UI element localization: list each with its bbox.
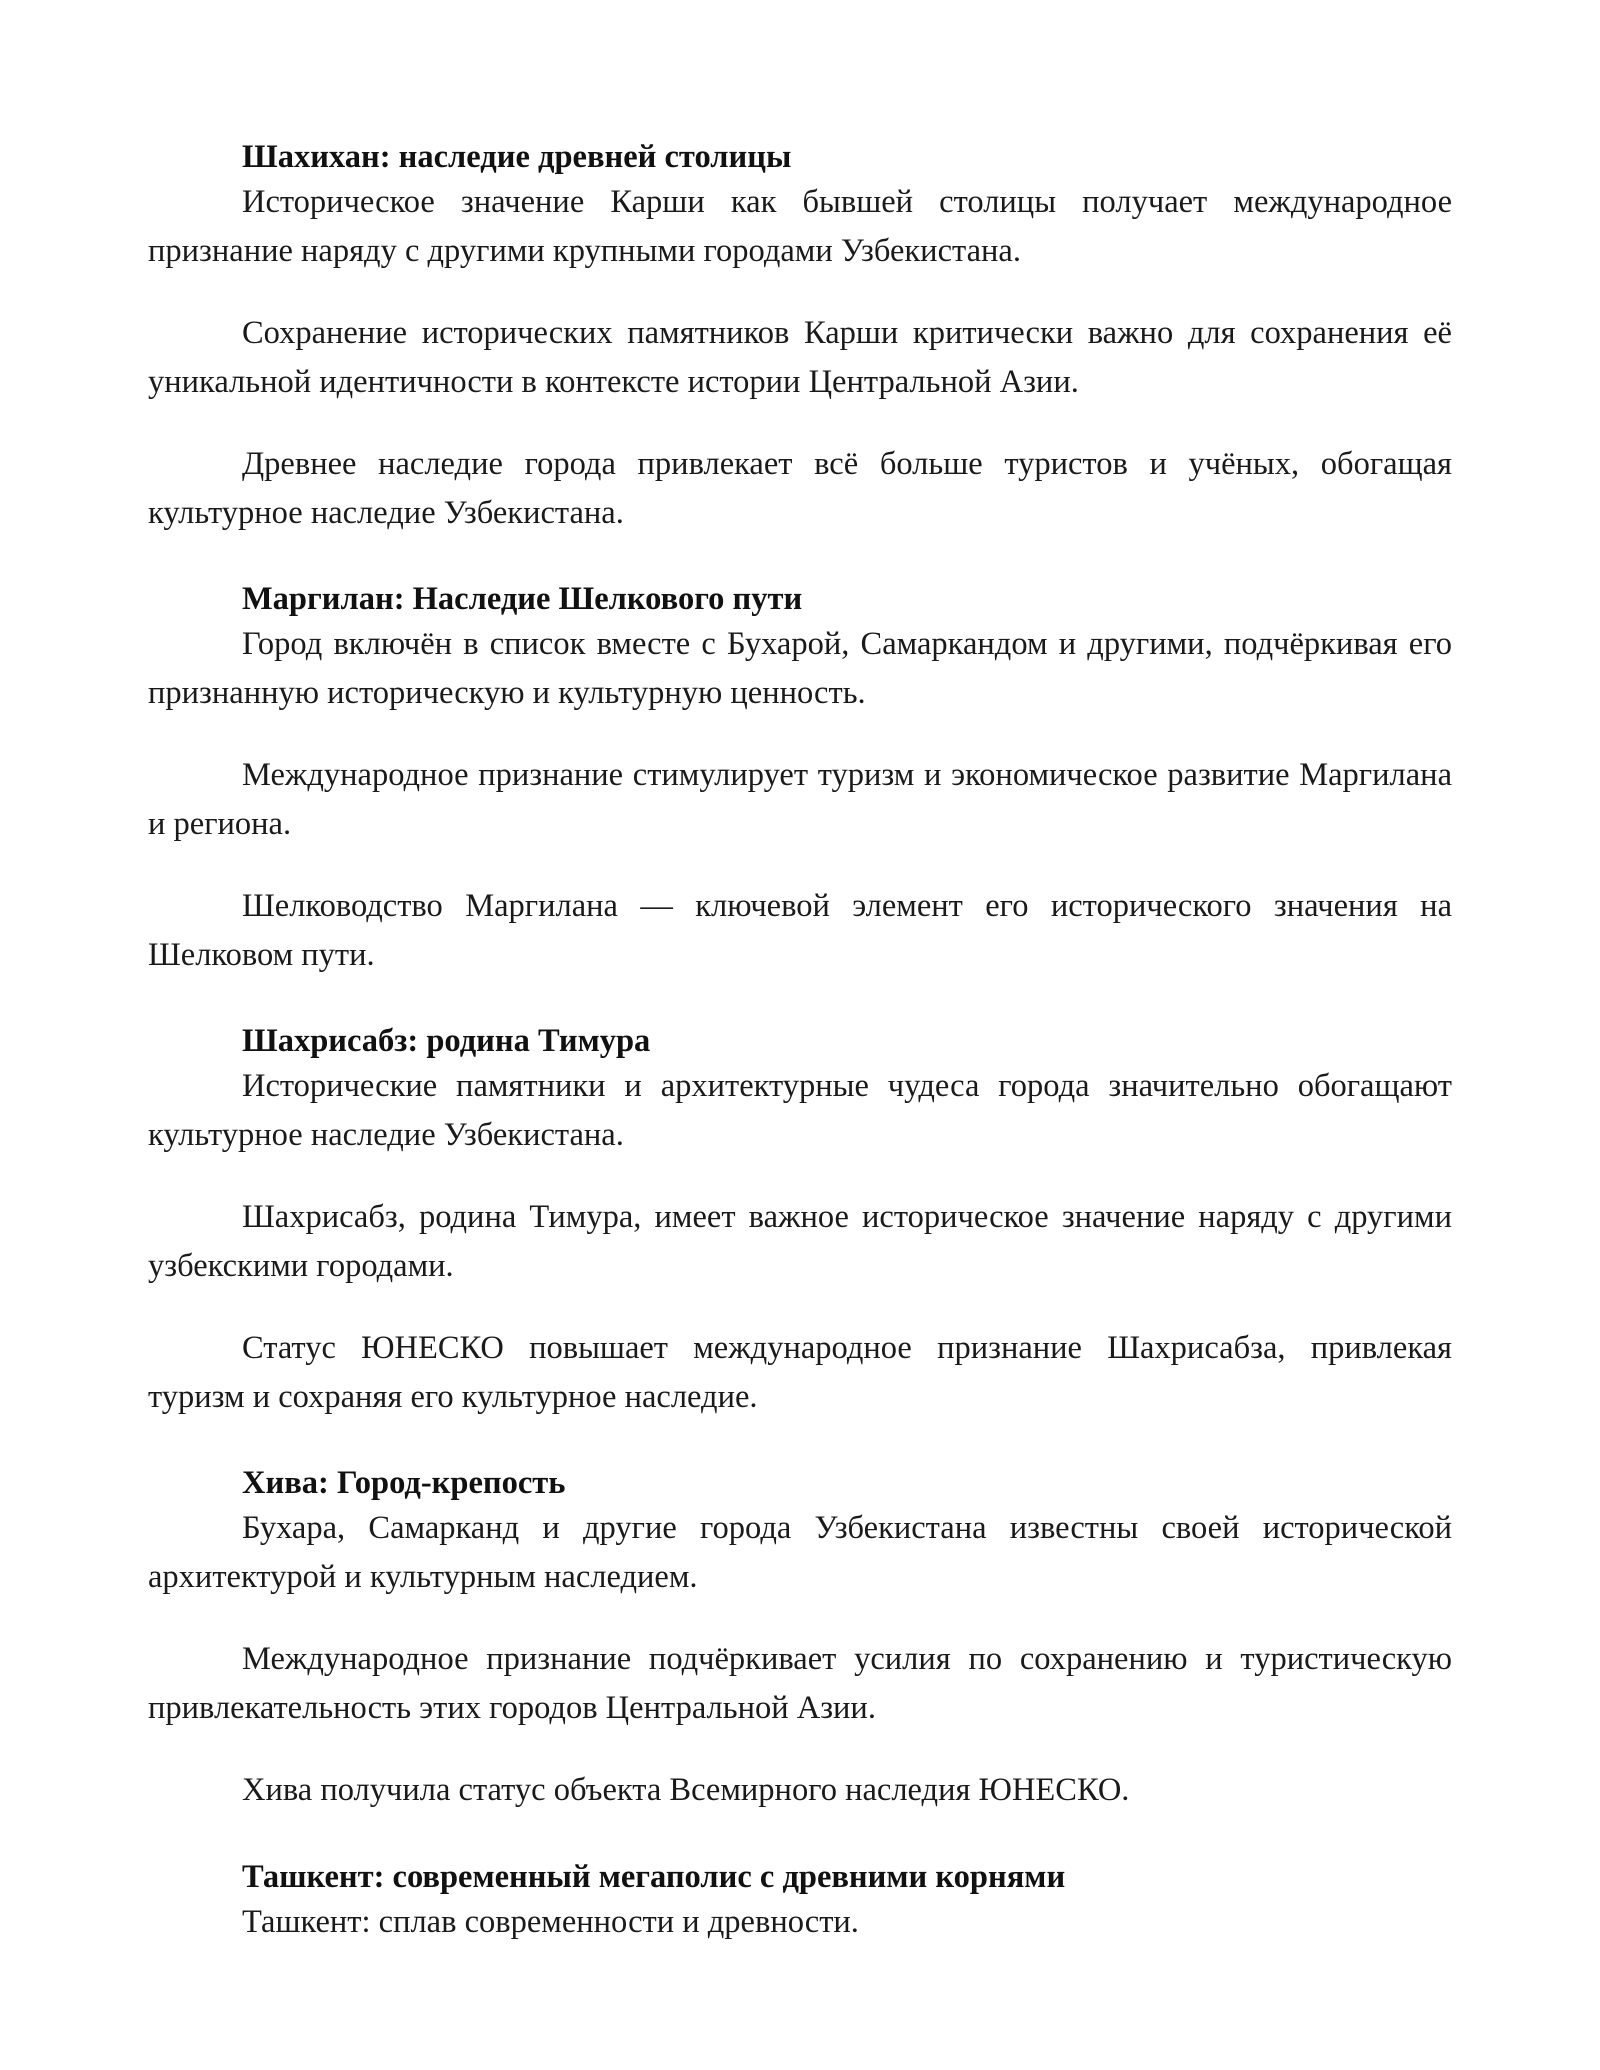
section-khiva	[148, 1462, 1452, 1815]
section-margilan	[148, 578, 1452, 979]
document-page	[148, 136, 1452, 1946]
paragraph: Международное признание подчёркивает усилия по сохранению и туристическую привлекательность этих городов Центральной Азии.	[148, 1641, 1452, 1726]
section-heading: Маргилан: Наследие Шелкового пути	[242, 581, 803, 617]
section-heading: Хива: Город-крепость	[242, 1465, 566, 1501]
paragraph: Шелководство Маргилана — ключевой элемент его исторического значения на Шелковом пути.	[148, 888, 1452, 973]
paragraph: Международное признание стимулирует туризм и экономическое развитие Маргилана и региона.	[148, 757, 1452, 842]
paragraph: Бухара, Самарканд и другие города Узбекистана известны своей исторической архитектурой и культурным наследием.	[148, 1510, 1452, 1595]
paragraph: Город включён в список вместе с Бухарой, Самаркандом и другими, подчёркивая его признанную историческую и культурную ценность.	[148, 626, 1452, 711]
section-tashkent	[148, 1856, 1452, 1947]
section-shahikhan	[148, 136, 1452, 537]
section-heading: Шахихан: наследие древней столицы	[242, 139, 792, 175]
paragraph: Сохранение исторических памятников Карши критически важно для сохранения её уникальной идентичности в контексте истории Центральной Азии.	[148, 315, 1452, 400]
section-heading: Ташкент: современный мегаполис с древними корнями	[242, 1858, 1066, 1895]
paragraph: Хива получила статус объекта Всемирного наследия ЮНЕСКО.	[242, 1772, 1130, 1808]
paragraph: Историческое значение Карши как бывшей столицы получает международное признание наряду с другими крупными городами Узбекистана.	[148, 184, 1452, 269]
paragraph: Статус ЮНЕСКО повышает международное признание Шахрисабза, привлекая туризм и сохраняя его культурное наследие.	[148, 1330, 1452, 1415]
paragraph: Древнее наследие города привлекает всё больше туристов и учёных, обогащая культурное наследие Узбекистана.	[148, 446, 1452, 531]
paragraph: Ташкент: сплав современности и древности.	[242, 1903, 859, 1940]
paragraph: Исторические памятники и архитектурные чудеса города значительно обогащают культурное наследие Узбекистана.	[148, 1068, 1452, 1153]
paragraph: Шахрисабз, родина Тимура, имеет важное историческое значение наряду с другими узбекскими городами.	[148, 1199, 1452, 1284]
section-shahrisabz	[148, 1020, 1452, 1421]
section-heading: Шахрисабз: родина Тимура	[242, 1023, 651, 1059]
